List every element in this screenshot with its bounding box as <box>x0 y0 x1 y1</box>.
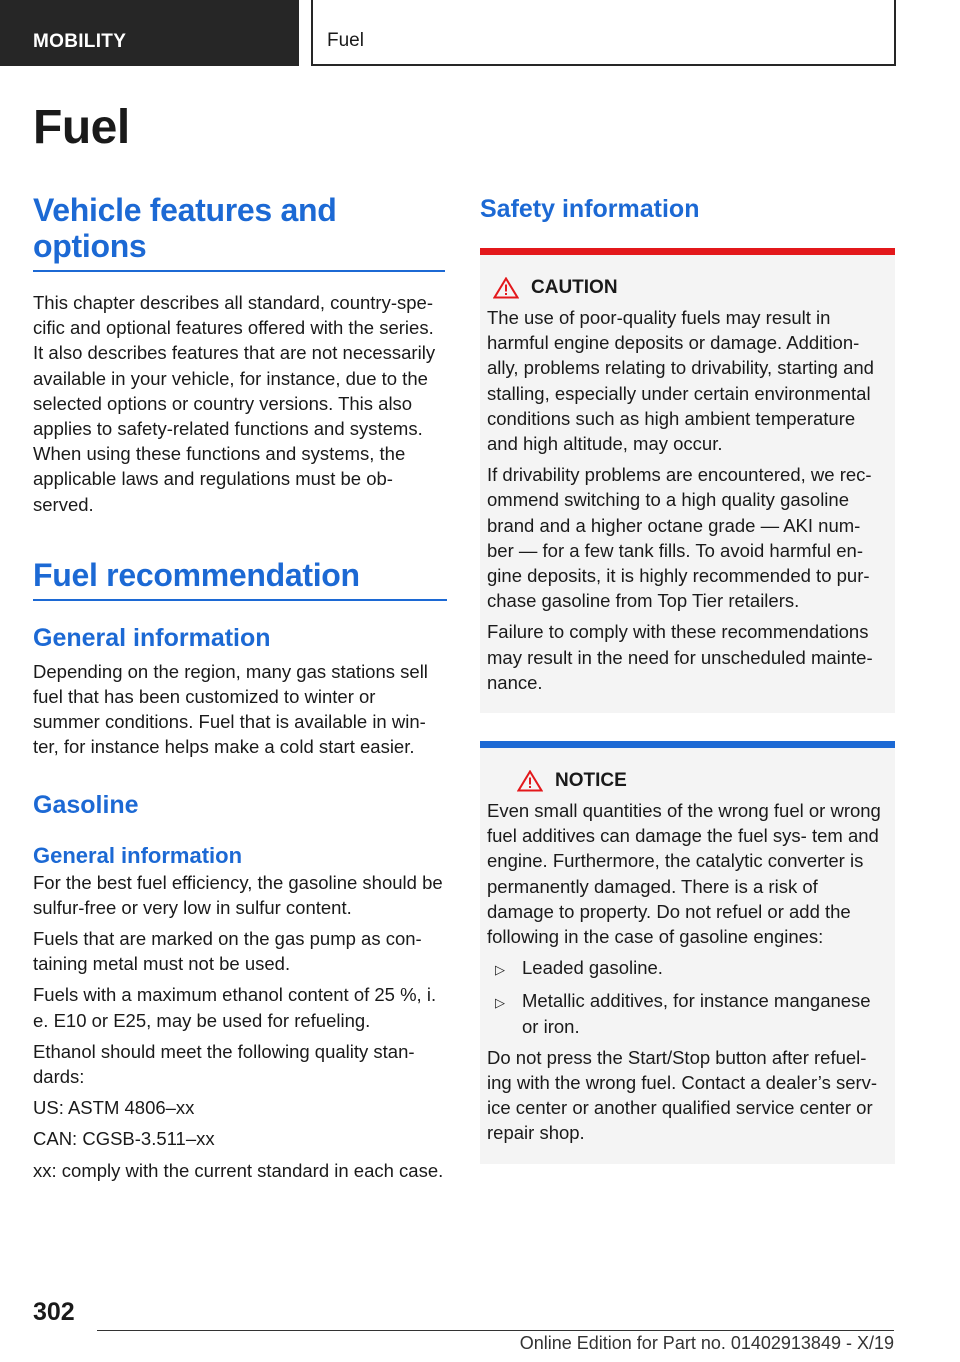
warning-triangle-icon <box>493 277 519 299</box>
gasoline-paragraph: For the best fuel efficiency, the gasoline should be sulfur-free or very low in sulfur content. <box>33 871 443 918</box>
warning-triangle-icon <box>517 770 543 792</box>
triangle-bullet-icon: ▷ <box>495 962 505 978</box>
notice-label: NOTICE <box>555 770 627 792</box>
notice-intro: Even small quantities of the wrong fuel or wrong fuel additives can damage the fuel sys- tem and engine. Furthermore, the catalytic converter is permanently damaged. There is a risk of damage to property. Do not refuel or add the following in the case of gasoline engines: <box>487 800 881 948</box>
caution-label: CAUTION <box>531 277 618 298</box>
header-topic-label: Fuel <box>311 0 896 66</box>
gasoline-paragraph: Ethanol should meet the following quality stan- dards: <box>33 1040 415 1088</box>
fuel-recommendation-heading: Fuel recommendation <box>33 557 447 601</box>
caution-paragraph: If drivability problems are encountered, we rec- ommend switching to a high quality gasoline brand and a higher octane grade — AKI num- ber — for a few tank fills. To avoid harmful en- gine deposits, it is highly recommended to pur- chase gasoline from Top Tier retailers. <box>487 464 872 612</box>
vehicle-features-body: This chapter describes all standard, country-spe- cific and optional features offered with the series. It also describes features that are not necessarily available in your vehicle, for instance, due to the selected options or country versions. This also applies to safety-related functions and systems. When using these functions and systems, the applicable laws and regulations must be ob- served. <box>33 292 436 515</box>
caution-box <box>480 248 895 713</box>
right-column <box>480 192 895 1164</box>
notice-header <box>487 770 887 792</box>
notice-outro: Do not press the Start/Stop button after refuel- ing with the wrong fuel. Contact a dealer’s serv- ice center or another qualified service center or repair shop. <box>487 1046 878 1144</box>
list-item <box>487 955 887 982</box>
list-item-text: Metallic additives, for instance manganese or iron. <box>522 990 871 1037</box>
safety-information-heading: Safety information <box>480 195 700 223</box>
general-information-body: Depending on the region, many gas stations sell fuel that has been customized to winter or summer conditions. Fuel that is available in win- ter, for instance helps make a cold start easier. <box>33 660 428 758</box>
general-information-heading: General information <box>33 623 271 652</box>
gasoline-paragraph: Fuels that are marked on the gas pump as con- taining metal must not be used. <box>33 928 422 975</box>
page-number: 302 <box>33 1298 75 1326</box>
caution-paragraph: Failure to comply with these recommendations may result in the need for unscheduled mainte- nance. <box>487 621 873 693</box>
footer-divider <box>97 1330 894 1331</box>
vehicle-features-heading: Vehicle features and options <box>33 192 445 272</box>
gasoline-paragraph: Fuels with a maximum ethanol content of 25 %, i. e. E10 or E25, may be used for refueling. <box>33 984 437 1031</box>
caution-header <box>487 277 887 299</box>
triangle-bullet-icon: ▷ <box>495 995 505 1011</box>
left-column <box>33 192 447 1183</box>
list-item <box>487 988 887 1038</box>
header-section-label: MOBILITY <box>0 0 299 66</box>
gasoline-standard-us: US: ASTM 4806–xx <box>33 1097 195 1119</box>
gasoline-standard-can: CAN: CGSB-3.511–xx <box>33 1128 215 1150</box>
page-title: Fuel <box>33 101 130 154</box>
gasoline-heading: Gasoline <box>33 790 139 819</box>
list-item-text: Leaded gasoline. <box>522 957 663 979</box>
gasoline-standard-note: xx: comply with the current standard in each case. <box>33 1159 444 1181</box>
notice-box <box>480 741 895 1164</box>
caution-paragraph: The use of poor-quality fuels may result in harmful engine deposits or damage. Addition- ally, problems relating to drivability, starting and stalling, especially under certain environmental conditions such as high ambient temperature and high altitude, may occur. <box>487 307 874 455</box>
gasoline-general-heading: General information <box>33 842 243 868</box>
footer-edition: Online Edition for Part no. 01402913849 - X/19 <box>519 1333 894 1353</box>
